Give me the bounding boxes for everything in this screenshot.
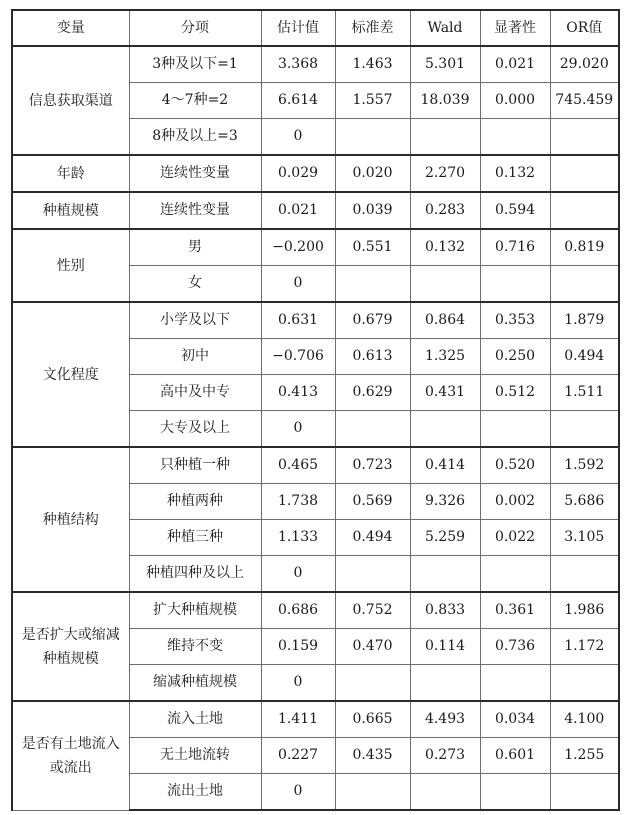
item-cell: 男: [129, 229, 261, 266]
header-wald: Wald: [410, 10, 480, 46]
or-cell: 3.105: [550, 520, 619, 556]
variable-cell: 信息获取渠道: [12, 46, 129, 155]
table-row: [12, 229, 619, 266]
item-cell: 流入土地: [129, 701, 261, 738]
significance-cell: 0.594: [480, 192, 550, 229]
header-significance: 显著性: [480, 10, 550, 46]
item-cell: 流出土地: [129, 774, 261, 811]
wald-cell: 0.283: [410, 192, 480, 229]
header-row: [12, 10, 619, 46]
wald-cell: 1.325: [410, 339, 480, 375]
significance-cell: [480, 119, 550, 156]
or-cell: [550, 155, 619, 192]
item-cell: 种植三种: [129, 520, 261, 556]
item-cell: 连续性变量: [129, 192, 261, 229]
wald-cell: 18.039: [410, 83, 480, 119]
or-cell: [550, 192, 619, 229]
item-cell: 初中: [129, 339, 261, 375]
std-cell: [335, 119, 410, 156]
wald-cell: [410, 665, 480, 702]
std-cell: 0.020: [335, 155, 410, 192]
variable-cell: 性别: [12, 229, 129, 302]
estimate-cell: 1.738: [261, 484, 335, 520]
std-cell: 0.613: [335, 339, 410, 375]
wald-cell: 4.493: [410, 701, 480, 738]
table-row: [12, 302, 619, 339]
significance-cell: 0.022: [480, 520, 550, 556]
or-cell: [550, 556, 619, 593]
item-cell: 高中及中专: [129, 375, 261, 411]
estimate-cell: 0.159: [261, 629, 335, 665]
std-cell: [335, 774, 410, 811]
item-cell: 小学及以下: [129, 302, 261, 339]
std-cell: 0.039: [335, 192, 410, 229]
item-cell: 缩减种植规模: [129, 665, 261, 702]
wald-cell: 0.833: [410, 592, 480, 629]
variable-cell: 种植结构: [12, 447, 129, 592]
table-row: [12, 701, 619, 738]
std-cell: 0.551: [335, 229, 410, 266]
wald-cell: [410, 411, 480, 448]
significance-cell: 0.512: [480, 375, 550, 411]
item-cell: 女: [129, 266, 261, 303]
or-cell: 0.819: [550, 229, 619, 266]
estimate-cell: 6.614: [261, 83, 335, 119]
significance-cell: 0.034: [480, 701, 550, 738]
variable-cell: 文化程度: [12, 302, 129, 447]
estimate-cell: 0.413: [261, 375, 335, 411]
or-cell: 1.172: [550, 629, 619, 665]
estimate-cell: 3.368: [261, 46, 335, 83]
item-cell: 8种及以上=3: [129, 119, 261, 156]
table-body: [12, 10, 619, 810]
wald-cell: 2.270: [410, 155, 480, 192]
or-cell: 1.879: [550, 302, 619, 339]
estimate-cell: 1.411: [261, 701, 335, 738]
or-cell: [550, 774, 619, 811]
header-estimate: 估计值: [261, 10, 335, 46]
wald-cell: 0.414: [410, 447, 480, 484]
std-cell: 0.629: [335, 375, 410, 411]
item-cell: 扩大种植规模: [129, 592, 261, 629]
wald-cell: [410, 119, 480, 156]
or-cell: [550, 266, 619, 303]
wald-cell: 0.864: [410, 302, 480, 339]
estimate-cell: −0.706: [261, 339, 335, 375]
item-cell: 连续性变量: [129, 155, 261, 192]
significance-cell: 0.353: [480, 302, 550, 339]
variable-cell: 是否有土地流入或流出: [12, 701, 129, 810]
or-cell: [550, 411, 619, 448]
estimate-cell: 0.465: [261, 447, 335, 484]
std-cell: [335, 411, 410, 448]
estimate-cell: 0.227: [261, 738, 335, 774]
wald-cell: 0.273: [410, 738, 480, 774]
estimate-cell: 0: [261, 774, 335, 811]
variable-cell: 年龄: [12, 155, 129, 192]
wald-cell: 0.132: [410, 229, 480, 266]
or-cell: 1.592: [550, 447, 619, 484]
or-cell: [550, 119, 619, 156]
wald-cell: 5.301: [410, 46, 480, 83]
item-cell: 种植四种及以上: [129, 556, 261, 593]
table-row: [12, 192, 619, 229]
or-cell: [550, 665, 619, 702]
std-cell: 0.435: [335, 738, 410, 774]
item-cell: 3种及以下=1: [129, 46, 261, 83]
std-cell: 0.494: [335, 520, 410, 556]
or-cell: 4.100: [550, 701, 619, 738]
item-cell: 无土地流转: [129, 738, 261, 774]
header-std: 标准差: [335, 10, 410, 46]
estimate-cell: 0: [261, 411, 335, 448]
item-cell: 维持不变: [129, 629, 261, 665]
item-cell: 只种植一种: [129, 447, 261, 484]
estimate-cell: 0: [261, 119, 335, 156]
significance-cell: 0.132: [480, 155, 550, 192]
significance-cell: 0.002: [480, 484, 550, 520]
item-cell: 大专及以上: [129, 411, 261, 448]
estimate-cell: 0.029: [261, 155, 335, 192]
significance-cell: [480, 556, 550, 593]
std-cell: 0.470: [335, 629, 410, 665]
significance-cell: 0.736: [480, 629, 550, 665]
significance-cell: [480, 665, 550, 702]
wald-cell: 9.326: [410, 484, 480, 520]
significance-cell: [480, 411, 550, 448]
or-cell: 29.020: [550, 46, 619, 83]
wald-cell: [410, 266, 480, 303]
variable-cell: 种植规模: [12, 192, 129, 229]
estimate-cell: 0: [261, 266, 335, 303]
variable-cell: 是否扩大或缩减种植规模: [12, 592, 129, 701]
significance-cell: 0.520: [480, 447, 550, 484]
header-item: 分项: [129, 10, 261, 46]
significance-cell: 0.250: [480, 339, 550, 375]
header-variable: 变量: [12, 10, 129, 46]
header-or: OR值: [550, 10, 619, 46]
wald-cell: 0.431: [410, 375, 480, 411]
table-row: [12, 46, 619, 83]
significance-cell: 0.716: [480, 229, 550, 266]
significance-cell: [480, 774, 550, 811]
regression-results-table: [11, 9, 620, 811]
estimate-cell: 1.133: [261, 520, 335, 556]
wald-cell: 5.259: [410, 520, 480, 556]
std-cell: 0.723: [335, 447, 410, 484]
std-cell: 1.463: [335, 46, 410, 83]
table-row: [12, 447, 619, 484]
table-row: [12, 592, 619, 629]
std-cell: 0.679: [335, 302, 410, 339]
item-cell: 种植两种: [129, 484, 261, 520]
significance-cell: 0.000: [480, 83, 550, 119]
or-cell: 1.255: [550, 738, 619, 774]
or-cell: 1.986: [550, 592, 619, 629]
wald-cell: [410, 556, 480, 593]
or-cell: 745.459: [550, 83, 619, 119]
table-row: [12, 155, 619, 192]
std-cell: [335, 556, 410, 593]
significance-cell: 0.601: [480, 738, 550, 774]
std-cell: 0.665: [335, 701, 410, 738]
significance-cell: [480, 266, 550, 303]
wald-cell: [410, 774, 480, 811]
estimate-cell: 0: [261, 665, 335, 702]
estimate-cell: 0.686: [261, 592, 335, 629]
estimate-cell: 0.631: [261, 302, 335, 339]
or-cell: 0.494: [550, 339, 619, 375]
estimate-cell: 0: [261, 556, 335, 593]
or-cell: 5.686: [550, 484, 619, 520]
std-cell: [335, 266, 410, 303]
wald-cell: 0.114: [410, 629, 480, 665]
std-cell: 0.752: [335, 592, 410, 629]
std-cell: 0.569: [335, 484, 410, 520]
estimate-cell: 0.021: [261, 192, 335, 229]
std-cell: [335, 665, 410, 702]
std-cell: 1.557: [335, 83, 410, 119]
or-cell: 1.511: [550, 375, 619, 411]
item-cell: 4～7种=2: [129, 83, 261, 119]
significance-cell: 0.361: [480, 592, 550, 629]
estimate-cell: −0.200: [261, 229, 335, 266]
significance-cell: 0.021: [480, 46, 550, 83]
